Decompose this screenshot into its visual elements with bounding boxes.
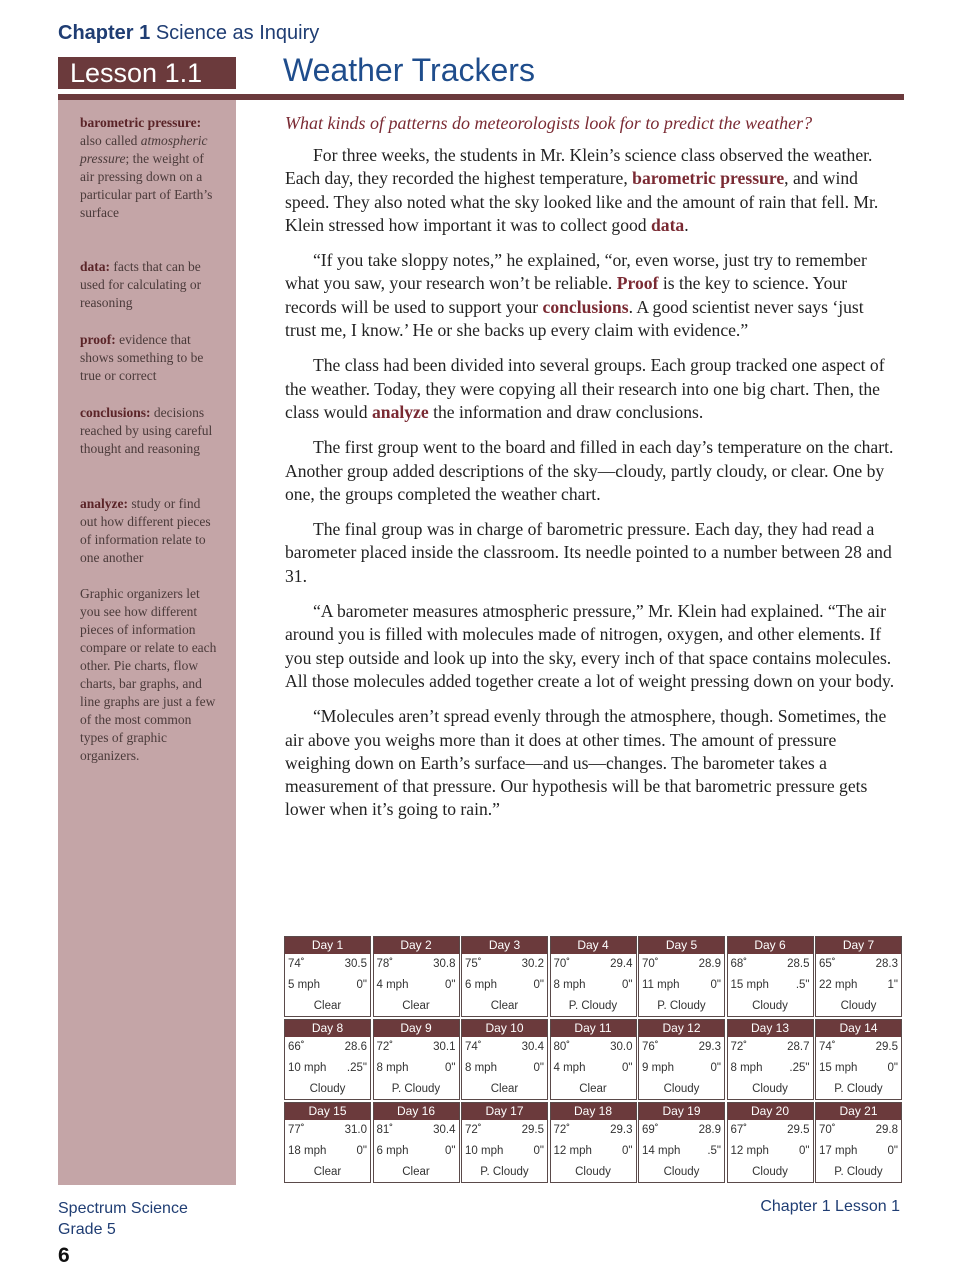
- footer-grade: Grade 5: [58, 1221, 116, 1238]
- temp-pressure-line: [639, 1037, 724, 1058]
- wind-rain-line: [728, 1141, 813, 1162]
- rainfall: .25": [346, 1062, 367, 1074]
- sky-condition: Clear: [313, 1166, 342, 1178]
- sky-condition: Cloudy: [752, 1083, 788, 1095]
- day-label: Day 13: [728, 1020, 813, 1037]
- wind-speed: 18 mph: [288, 1145, 327, 1157]
- temp-pressure-line: [462, 1037, 547, 1058]
- temperature: 70˚: [553, 958, 571, 970]
- wind-speed: 6 mph: [376, 1145, 409, 1157]
- vocab-term: barometric pressure: [632, 168, 785, 189]
- sky-condition: Clear: [579, 1083, 607, 1095]
- wind-speed: 4 mph: [376, 979, 409, 991]
- weather-day-cell: [727, 1019, 814, 1100]
- pressure: 29.4: [610, 958, 633, 970]
- wind-speed: 12 mph: [553, 1145, 592, 1157]
- body-paragraph: “If you take sloppy notes,” he explained, “or, even worse, just try to remember what you saw, your research won’t be reliable. Proof is the key to science. Your records will be used to support your conclusions. A good scientist never says ‘just trust me, I know.’ He or she backs up every claim with evidence.”: [285, 250, 867, 341]
- day-label: Day 21: [816, 1103, 901, 1120]
- pressure: 30.0: [610, 1041, 633, 1053]
- temperature: 70˚: [642, 958, 659, 970]
- day-label: Day 19: [639, 1103, 724, 1120]
- body-paragraph: For three weeks, the students in Mr. Klein’s science class observed the weather. Each day, they recorded the highest temperature, barometric pressure, and wind speed. They also noted what the sky looked like and the amount of rain that fell. Mr. Klein stressed how important it was to collect good data.: [285, 145, 879, 235]
- day-label: Day 5: [639, 937, 724, 954]
- glossary-entry: conclusions: decisions reached by using careful thought and reasoning: [80, 405, 213, 456]
- body-paragraph: “Molecules aren’t spread evenly through the atmosphere, though. Sometimes, the air above you weighs more than it does at other times. The amount of pressure weighing down on Earth’s surface—and us—changes. The barometer takes a measurement of that pressure. Our hypothesis will be that barometric pressure gets lower when it’s going to rain.”: [285, 706, 887, 820]
- weather-day-cell: [815, 1102, 902, 1183]
- temperature: 67˚: [730, 1124, 748, 1136]
- weather-day-cell: [284, 1102, 371, 1183]
- footer-series: Spectrum Science: [58, 1200, 188, 1217]
- weather-day-cell: [815, 1019, 902, 1100]
- temperature: 72˚: [730, 1041, 748, 1053]
- temp-pressure-line: [551, 1120, 636, 1141]
- sky-condition: Clear: [490, 1000, 519, 1012]
- body-paragraph: The first group went to the board and filled in each day’s temperature on the chart. Another group added descriptions of the sky—cloudy, partly cloudy, or clear. One by one, the groups completed the weather chart.: [285, 437, 894, 504]
- vocab-term: Proof: [616, 273, 659, 294]
- lesson-question: What kinds of patterns do meteorologists look for to predict the weather?: [285, 113, 813, 133]
- temperature: 70˚: [819, 1124, 836, 1136]
- vocab-term: data: [650, 214, 685, 235]
- vocab-term: conclusions: [542, 296, 629, 317]
- vocab-term: analyze: [371, 401, 429, 422]
- day-label: Day 7: [816, 937, 901, 954]
- temp-pressure-line: [285, 1037, 370, 1058]
- wind-speed: 5 mph: [288, 979, 320, 991]
- rainfall: 1": [887, 979, 898, 991]
- rainfall: 0": [622, 1062, 633, 1074]
- day-label: Day 16: [374, 1103, 459, 1120]
- wind-speed: 8 mph: [553, 979, 586, 991]
- pressure: 30.4: [433, 1124, 456, 1136]
- chapter-heading: [58, 22, 319, 45]
- day-label: Day 9: [374, 1020, 459, 1037]
- sky-condition: P. Cloudy: [568, 1000, 618, 1012]
- temperature: 68˚: [730, 958, 748, 970]
- wind-speed: 9 mph: [642, 1062, 674, 1074]
- wind-rain-line: [462, 975, 547, 996]
- pressure: 30.1: [433, 1041, 456, 1053]
- temperature: 72˚: [465, 1124, 482, 1136]
- wind-speed: 8 mph: [465, 1062, 497, 1074]
- temperature: 80˚: [553, 1041, 571, 1053]
- wind-rain-line: [285, 975, 370, 996]
- sky-condition: Cloudy: [309, 1083, 346, 1095]
- temperature: 75˚: [465, 958, 482, 970]
- pressure: 29.3: [610, 1124, 633, 1136]
- temperature: 74˚: [819, 1041, 836, 1053]
- wind-rain-line: [816, 975, 901, 996]
- pressure: 28.5: [787, 958, 810, 970]
- temp-pressure-line: [374, 1120, 459, 1141]
- weather-day-cell: [373, 1019, 460, 1100]
- wind-rain-line: [728, 1058, 813, 1079]
- weather-day-cell: [550, 1019, 637, 1100]
- pressure: 30.4: [521, 1041, 544, 1053]
- pressure: 28.6: [344, 1041, 367, 1053]
- lesson-title: Weather Trackers: [283, 52, 535, 88]
- sky-condition: Clear: [313, 1000, 342, 1012]
- glossary-entry: proof: evidence that shows something to be true or correct: [80, 332, 204, 383]
- wind-rain-line: [285, 1141, 370, 1162]
- footer-chapter-lesson: Chapter 1 Lesson 1: [760, 1198, 900, 1215]
- wind-speed: 12 mph: [730, 1145, 769, 1157]
- temp-pressure-line: [728, 1037, 813, 1058]
- weather-day-cell: [550, 936, 637, 1017]
- temperature: 77˚: [288, 1124, 305, 1136]
- temperature: 74˚: [465, 1041, 482, 1053]
- glossary-entry: data: facts that can be used for calculating or reasoning: [80, 259, 202, 310]
- weather-day-cell: [550, 1102, 637, 1183]
- pressure: 28.3: [875, 958, 898, 970]
- rainfall: 0": [445, 1062, 456, 1074]
- rainfall: 0": [799, 1145, 810, 1157]
- wind-rain-line: [374, 1058, 459, 1079]
- lesson-label: Lesson 1.1: [58, 57, 236, 89]
- weather-day-cell: [727, 936, 814, 1017]
- glossary-entry: barometric pressure: also called atmospheric pressure; the weight of air pressing down on a particular part of Earth’s surface: [80, 115, 213, 220]
- wind-rain-line: [551, 975, 636, 996]
- pressure: 31.0: [344, 1124, 367, 1136]
- temperature: 81˚: [376, 1124, 394, 1136]
- weather-day-cell: [638, 1102, 725, 1183]
- rainfall: 0": [887, 1062, 898, 1074]
- wind-rain-line: [816, 1141, 901, 1162]
- weather-day-cell: [727, 1102, 814, 1183]
- temp-pressure-line: [639, 954, 724, 975]
- glossary-term: conclusions:: [80, 405, 151, 420]
- page-number: 6: [58, 1244, 70, 1267]
- pressure: 29.5: [787, 1124, 810, 1136]
- temperature: 72˚: [376, 1041, 394, 1053]
- day-label: Day 12: [639, 1020, 724, 1037]
- weather-day-cell: [461, 1019, 548, 1100]
- pressure: 29.5: [875, 1041, 898, 1053]
- weather-day-cell: [461, 1102, 548, 1183]
- weather-day-cell: [284, 936, 371, 1017]
- rainfall: 0": [445, 1145, 456, 1157]
- weather-day-cell: [638, 1019, 725, 1100]
- sky-condition: Cloudy: [752, 1000, 788, 1012]
- weather-chart: [284, 936, 904, 1185]
- wind-rain-line: [551, 1141, 636, 1162]
- rainfall: 0": [710, 979, 721, 991]
- rainfall: 0": [622, 979, 633, 991]
- pressure: 28.7: [787, 1041, 810, 1053]
- rainfall: 0": [533, 1145, 544, 1157]
- day-label: Day 8: [285, 1020, 370, 1037]
- wind-speed: 8 mph: [730, 1062, 763, 1074]
- rainfall: 0": [533, 1062, 544, 1074]
- pressure: 29.3: [698, 1041, 721, 1053]
- sidebar-note: Graphic organizers let you see how different pieces of information compare or relate to each other. Pie charts, flow charts, bar graphs, and line graphs are just a few of the most common types of graphic organizers.: [80, 586, 217, 763]
- sky-condition: Cloudy: [663, 1083, 700, 1095]
- pressure: 30.8: [433, 958, 456, 970]
- sky-condition: P. Cloudy: [834, 1083, 883, 1095]
- wind-speed: 15 mph: [730, 979, 769, 991]
- wind-speed: 6 mph: [465, 979, 497, 991]
- temp-pressure-line: [816, 954, 901, 975]
- glossary-term: barometric pressure:: [80, 115, 202, 130]
- pressure: 28.9: [698, 1124, 721, 1136]
- temp-pressure-line: [285, 954, 370, 975]
- sky-condition: Cloudy: [752, 1166, 788, 1178]
- glossary-entry: analyze: study or find out how different pieces of information relate to one another: [80, 496, 211, 565]
- temp-pressure-line: [551, 1037, 636, 1058]
- weather-week-row: [284, 1019, 904, 1100]
- weather-week-row: [284, 936, 904, 1017]
- wind-speed: 10 mph: [288, 1062, 327, 1074]
- day-label: Day 11: [551, 1020, 636, 1037]
- wind-speed: 22 mph: [819, 979, 858, 991]
- temperature: 69˚: [642, 1124, 659, 1136]
- temp-pressure-line: [639, 1120, 724, 1141]
- rainfall: 0": [710, 1062, 721, 1074]
- glossary-term: proof:: [80, 332, 116, 347]
- day-label: Day 2: [374, 937, 459, 954]
- temp-pressure-line: [462, 954, 547, 975]
- wind-speed: 10 mph: [465, 1145, 504, 1157]
- lesson-body: [285, 144, 897, 834]
- temp-pressure-line: [816, 1120, 901, 1141]
- pressure: 30.5: [344, 958, 367, 970]
- rainfall: 0": [356, 979, 367, 991]
- temp-pressure-line: [728, 1120, 813, 1141]
- wind-rain-line: [816, 1058, 901, 1079]
- rainfall: 0": [533, 979, 544, 991]
- sky-condition: Cloudy: [575, 1166, 611, 1178]
- wind-rain-line: [728, 975, 813, 996]
- weather-day-cell: [815, 936, 902, 1017]
- weather-week-row: [284, 1102, 904, 1183]
- temperature: 66˚: [288, 1041, 305, 1053]
- temp-pressure-line: [462, 1120, 547, 1141]
- pressure: 29.5: [521, 1124, 544, 1136]
- sky-condition: P. Cloudy: [391, 1083, 441, 1095]
- temp-pressure-line: [816, 1037, 901, 1058]
- chapter-name: Science as Inquiry: [155, 22, 320, 44]
- sky-condition: P. Cloudy: [657, 1000, 706, 1012]
- wind-rain-line: [374, 1141, 459, 1162]
- temperature: 65˚: [819, 958, 836, 970]
- weather-day-cell: [373, 1102, 460, 1183]
- temperature: 72˚: [553, 1124, 571, 1136]
- wind-speed: 17 mph: [819, 1145, 858, 1157]
- rainfall: 0": [356, 1145, 367, 1157]
- rainfall: .5": [707, 1145, 721, 1157]
- day-label: Day 20: [728, 1103, 813, 1120]
- weather-day-cell: [461, 936, 548, 1017]
- day-label: Day 4: [551, 937, 636, 954]
- chapter-label: Chapter 1: [58, 22, 151, 44]
- day-label: Day 1: [285, 937, 370, 954]
- rainfall: .5": [795, 979, 810, 991]
- wind-rain-line: [374, 975, 459, 996]
- temp-pressure-line: [374, 954, 459, 975]
- rainfall: .25": [789, 1062, 810, 1074]
- day-label: Day 10: [462, 1020, 547, 1037]
- sky-condition: Clear: [402, 1000, 430, 1012]
- temp-pressure-line: [374, 1037, 459, 1058]
- wind-speed: 8 mph: [376, 1062, 409, 1074]
- sky-condition: Clear: [402, 1166, 430, 1178]
- temp-pressure-line: [728, 954, 813, 975]
- wind-rain-line: [551, 1058, 636, 1079]
- wind-rain-line: [285, 1058, 370, 1079]
- day-label: Day 18: [551, 1103, 636, 1120]
- wind-rain-line: [462, 1058, 547, 1079]
- sky-condition: Clear: [490, 1083, 519, 1095]
- sky-condition: P. Cloudy: [480, 1166, 529, 1178]
- sky-condition: P. Cloudy: [834, 1166, 883, 1178]
- wind-rain-line: [639, 1141, 724, 1162]
- sky-condition: Cloudy: [840, 1000, 877, 1012]
- day-label: Day 6: [728, 937, 813, 954]
- glossary-italic: atmospheric pressure: [80, 133, 208, 166]
- body-paragraph: “A barometer measures atmospheric pressure,” Mr. Klein had explained. “The air around you is filled with molecules made of nitrogen, oxygen, and other elements. If you step outside and look up into the sky, every inch of that space contains molecules. All those molecules added together create a lot of weight pressing down on your body.: [285, 601, 895, 691]
- wind-speed: 11 mph: [642, 979, 680, 991]
- sky-condition: Cloudy: [663, 1166, 700, 1178]
- weather-day-cell: [638, 936, 725, 1017]
- temperature: 78˚: [376, 958, 394, 970]
- rainfall: 0": [445, 979, 456, 991]
- pressure: 29.8: [875, 1124, 898, 1136]
- glossary-term: data:: [80, 259, 110, 274]
- wind-rain-line: [639, 1058, 724, 1079]
- temp-pressure-line: [551, 954, 636, 975]
- wind-rain-line: [639, 975, 724, 996]
- wind-speed: 4 mph: [553, 1062, 586, 1074]
- day-label: Day 3: [462, 937, 547, 954]
- rainfall: 0": [887, 1145, 898, 1157]
- glossary-term: analyze:: [80, 496, 128, 511]
- day-label: Day 17: [462, 1103, 547, 1120]
- day-label: Day 15: [285, 1103, 370, 1120]
- weather-day-cell: [284, 1019, 371, 1100]
- body-paragraph: The class had been divided into several groups. Each group tracked one aspect of the weather. Today, they were copying all their research into one big chart. Then, the class would analyze the information and draw conclusions.: [285, 355, 885, 422]
- weather-day-cell: [373, 936, 460, 1017]
- day-label: Day 14: [816, 1020, 901, 1037]
- pressure: 30.2: [521, 958, 544, 970]
- wind-speed: 14 mph: [642, 1145, 681, 1157]
- pressure: 28.9: [698, 958, 721, 970]
- body-paragraph: The final group was in charge of barometric pressure. Each day, they had read a barometer placed inside the classroom. Its needle pointed to a number between 28 and 31.: [285, 519, 892, 586]
- wind-speed: 15 mph: [819, 1062, 858, 1074]
- temperature: 76˚: [642, 1041, 659, 1053]
- wind-rain-line: [462, 1141, 547, 1162]
- rainfall: 0": [622, 1145, 633, 1157]
- temp-pressure-line: [285, 1120, 370, 1141]
- temperature: 74˚: [288, 958, 305, 970]
- footer-book-info: [58, 1198, 188, 1240]
